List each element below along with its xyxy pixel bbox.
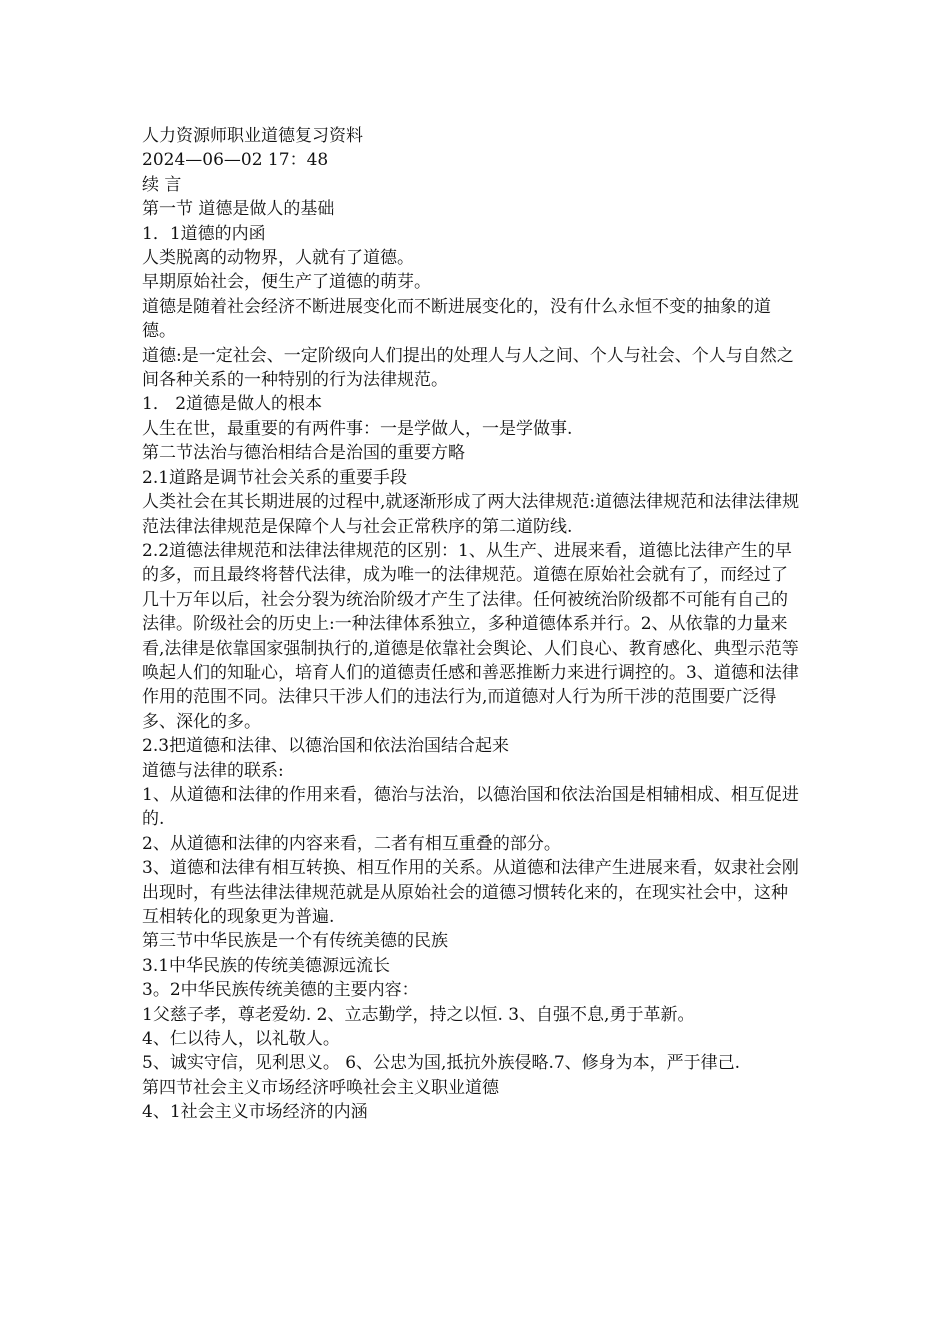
subsection-4-1-heading: 4、1社会主义市场经济的内涵: [142, 1102, 368, 1123]
subsection-2-1-heading: 2.1道路是调节社会关系的重要手段: [142, 467, 408, 488]
subsection-1-2-heading: 1． 2道德是做人的根本: [142, 394, 323, 415]
paragraph: 道德:是一定社会、一定阶级向人们提出的处理人与人之间、个人与社会、个人与自然之间各种关系的一种特别的行为法律规范。: [142, 345, 794, 391]
subsection-2-2-paragraph: 2.2道德法律规范和法律法律规范的区别：1、从生产、进展来看，道德比法律产生的早的多，而且最终将替代法律，成为唯一的法律规范。道德在原始社会就有了，而经过了几十万年以后，社会分裂为统治阶级才产生了法律。任何被统治阶级都不可能有自己的法律。阶级社会的历史上:一种法律体系独立，多种道德体系并行。2、从依靠的力量来看,法律是依靠国家强制执行的,道德是依靠社会舆论、人们良心、教育感化、典型示范等唤起人们的知耻心，培育人们的道德责任感和善恶推断力来进行调控的。3、道德和法律作用的范围不同。法律只干涉人们的违法行为,而道德对人行为所干涉的范围要广泛得多、深化的多。: [142, 540, 799, 732]
list-item: 1、从道德和法律的作用来看，德治与法治，以德治国和依法治国是相辅相成、相互促进的.: [142, 784, 799, 830]
document-timestamp: 2024—06—02 17：48: [142, 150, 329, 171]
section-1-heading: 第一节 道德是做人的基础: [142, 199, 335, 220]
paragraph: 人生在世，最重要的有两件事：一是学做人，一是学做事.: [142, 418, 573, 439]
list-item: 3、道德和法律有相互转换、相互作用的关系。从道德和法律产生进展来看，奴隶社会刚出现时，有些法律法律规范就是从原始社会的道德习惯转化来的，在现实社会中，这种互相转化的现象更为普遍.: [142, 858, 799, 927]
subsection-3-2-heading: 3。2中华民族传统美德的主要内容：: [142, 980, 419, 1001]
paragraph: 人类脱离的动物界，人就有了道德。: [142, 248, 414, 269]
list-item: 5、诚实守信，见利思义。 6、公忠为国,抵抗外族侵略.7、修身为本，严于律己.: [142, 1053, 741, 1074]
list-item: 1父慈子孝，尊老爱幼. 2、立志勤学，持之以恒. 3、自强不息,勇于革新。: [142, 1004, 695, 1025]
document-title: 人力资源师职业道德复习资料: [142, 126, 363, 146]
paragraph: 道德是随着社会经济不断进展变化而不断进展变化的，没有什么永恒不变的抽象的道德。: [142, 296, 771, 342]
section-3-heading: 第三节中华民族是一个有传统美德的民族: [142, 931, 448, 952]
paragraph: 人类社会在其长期进展的过程中,就逐渐形成了两大法律规范:道德法律规范和法律法律规范法律法律规范是保障个人与社会正常秩序的第二道防线.: [142, 492, 800, 537]
section-4-heading: 第四节社会主义市场经济呼唤社会主义职业道德: [142, 1077, 499, 1098]
document-page: [142, 124, 802, 1125]
paragraph: 道德与法律的联系:: [142, 760, 284, 781]
section-2-heading: 第二节法治与德治相结合是治国的重要方略: [142, 443, 465, 464]
paragraph: 早期原始社会，便生产了道德的萌芽。: [142, 272, 431, 293]
subsection-1-1-heading: 1．1道德的内函: [142, 223, 266, 244]
preface-heading: 续 言: [142, 174, 182, 195]
list-item: 4、仁以待人，以礼敬人。: [142, 1029, 340, 1050]
subsection-2-3-heading: 2.3把道德和法律、以德治国和依法治国结合起来: [142, 736, 510, 757]
subsection-3-1-heading: 3.1中华民族的传统美德源远流长: [142, 955, 391, 976]
list-item: 2、从道德和法律的内容来看，二者有相互重叠的部分。: [142, 833, 561, 854]
